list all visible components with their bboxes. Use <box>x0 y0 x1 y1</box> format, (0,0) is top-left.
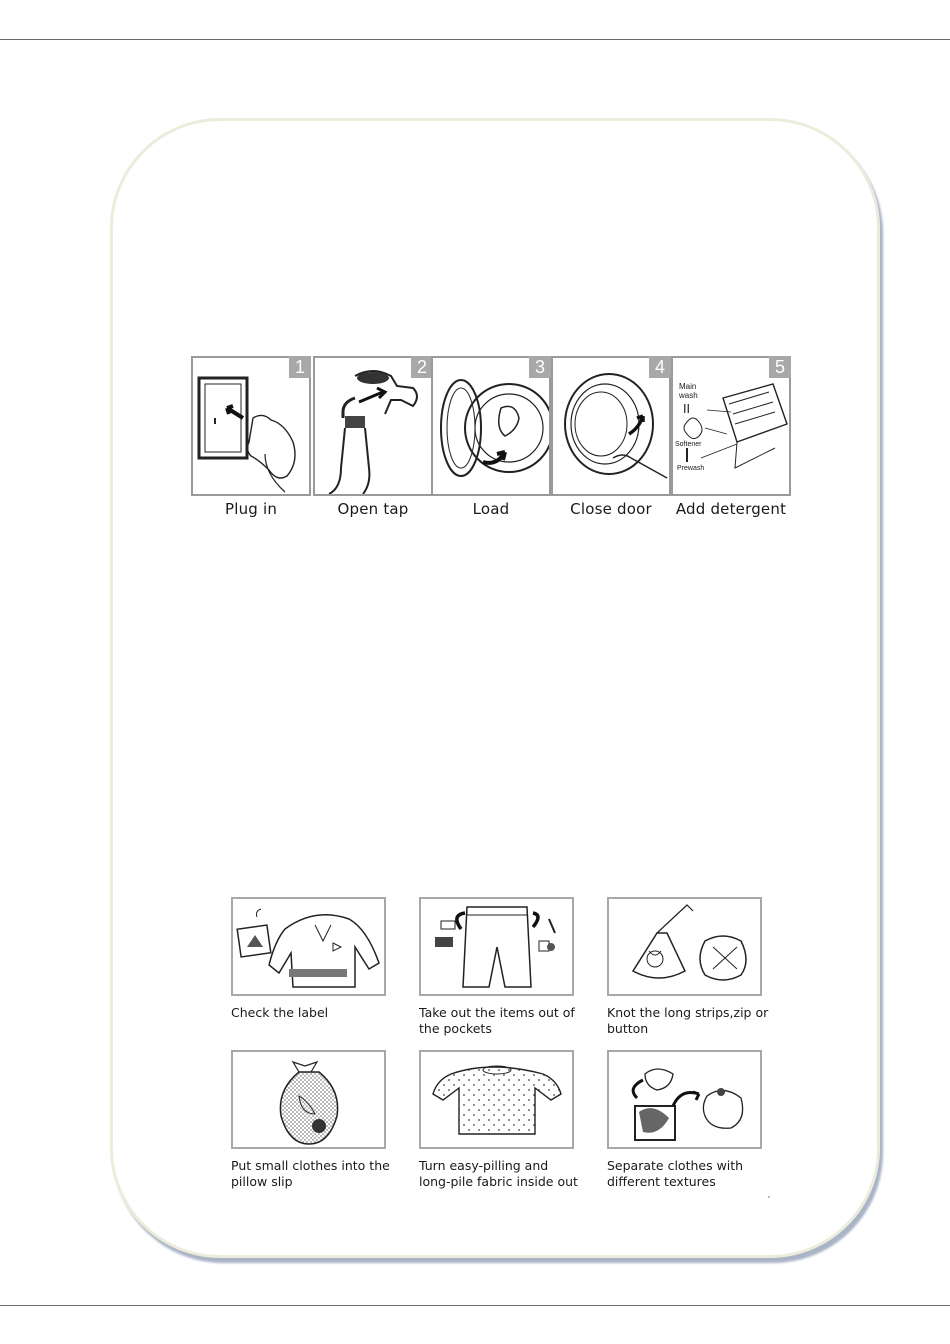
step-label: Close door <box>570 500 652 518</box>
prep-caption: Check the label <box>231 1005 329 1020</box>
tap-icon <box>315 358 431 494</box>
detergent-dispenser-icon <box>673 358 789 494</box>
apron-jacket-icon <box>609 899 760 994</box>
step-label: Open tap <box>337 500 409 518</box>
prep-caption-line2: different textures <box>607 1174 716 1189</box>
prep-caption-line2: the pockets <box>419 1021 492 1036</box>
step-number: 5 <box>769 356 791 378</box>
trousers-pockets-icon <box>421 899 572 994</box>
step-number: 3 <box>529 356 551 378</box>
laundry-bag-icon <box>233 1052 384 1147</box>
softener-label: Softener <box>675 441 702 448</box>
step-number: 4 <box>649 356 671 378</box>
prewash-label: Prewash <box>677 465 705 472</box>
step-label: Add detergent <box>675 500 787 518</box>
step-number: 2 <box>411 356 433 378</box>
step-label: Load <box>472 500 510 518</box>
prep-caption: Separate clothes with <box>607 1158 744 1173</box>
inside-out-shirt-icon <box>421 1052 572 1147</box>
close-door-icon <box>553 358 669 494</box>
sweater-label-icon <box>233 899 384 994</box>
step-close-door <box>551 356 671 518</box>
step-load <box>431 356 551 518</box>
header-rule <box>0 39 950 40</box>
step-label: Plug in <box>224 500 278 518</box>
sort-clothes-icon <box>609 1052 760 1147</box>
prep-caption-line2: pillow slip <box>231 1174 293 1189</box>
step-open-tap <box>313 356 433 518</box>
prep-caption: Take out the items out of <box>419 1005 575 1020</box>
main-wash-mark: II <box>683 402 691 416</box>
plug-in-icon <box>193 358 309 494</box>
stray-mark <box>768 1196 770 1198</box>
prep-caption-line2: long-pile fabric inside out <box>419 1174 578 1189</box>
prep-caption: Turn easy-pilling and <box>419 1158 549 1173</box>
load-washer-icon <box>433 358 549 494</box>
main-wash-label: Main wash <box>679 382 698 400</box>
footer-rule <box>0 1305 950 1306</box>
step-plug-in <box>191 356 311 518</box>
step-add-detergent <box>671 356 791 518</box>
prep-caption: Put small clothes into the <box>231 1158 390 1173</box>
step-number: 1 <box>289 356 311 378</box>
prep-caption-line2: button <box>607 1021 649 1036</box>
prep-caption: Knot the long strips,zip or <box>607 1005 769 1020</box>
